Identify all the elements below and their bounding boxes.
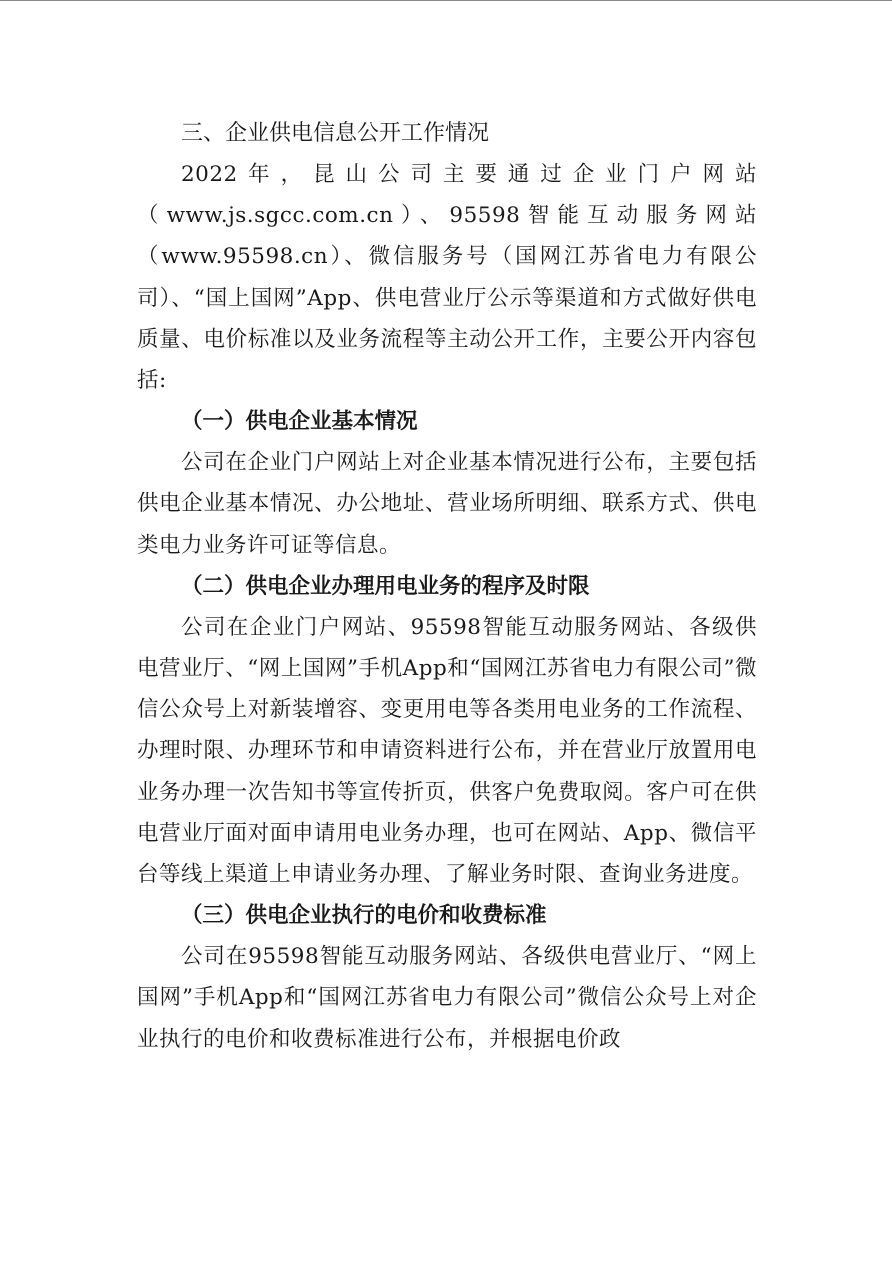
subsection-body-2: 公司在企业门户网站、95598智能互动服务网站、各级供电营业厅、“网上国网”手机App和“国网江苏省电力有限公司”微信公众号上对新装增容、变更用电等各类用电业务的工作流程、办理时限、办理环节和申请资料进行公布，并在营业厅放置用电业务办理一次告知书等宣传折页，供客户免费取阅。客户可在供电营业厅面对面申请用电业务办理，也可在网站、App、微信平台等线上渠道上申请业务办理、了解业务时限、查询业务进度。 [137,614,757,888]
subsection-title-3: （三）供电企业执行的电价和收费标准 [181,903,547,929]
section-title: 三、企业供电信息公开工作情况 [181,121,490,146]
intro-paragraph: 2022年，昆山公司主要通过企业门户网站（www.js.sgcc.com.cn）、95598智能互动服务网站（www.95598.cn）、微信服务号（国网江苏省电力有限公司）、“国上国网”App、供电营业厅公示等渠道和方式做好供电质量、电价标准以及业务流程等主动公开工作，主要公开内容包括: [137,162,757,394]
document-body [137,113,757,1060]
subsection-body-1: 公司在企业门户网站上对企业基本情况进行公布，主要包括供电企业基本情况、办公地址、营业场所明细、联系方式、供电类电力业务许可证等信息。 [137,450,757,558]
subsection-title-2: （二）供电企业办理用电业务的程序及时限 [181,573,590,599]
subsection-title-1: （一）供电企业基本情况 [181,409,418,435]
subsection-body-3: 公司在95598智能互动服务网站、各级供电营业厅、“网上国网”手机App和“国网江苏省电力有限公司”微信公众号上对企业执行的电价和收费标准进行公布，并根据电价政 [137,944,757,1052]
